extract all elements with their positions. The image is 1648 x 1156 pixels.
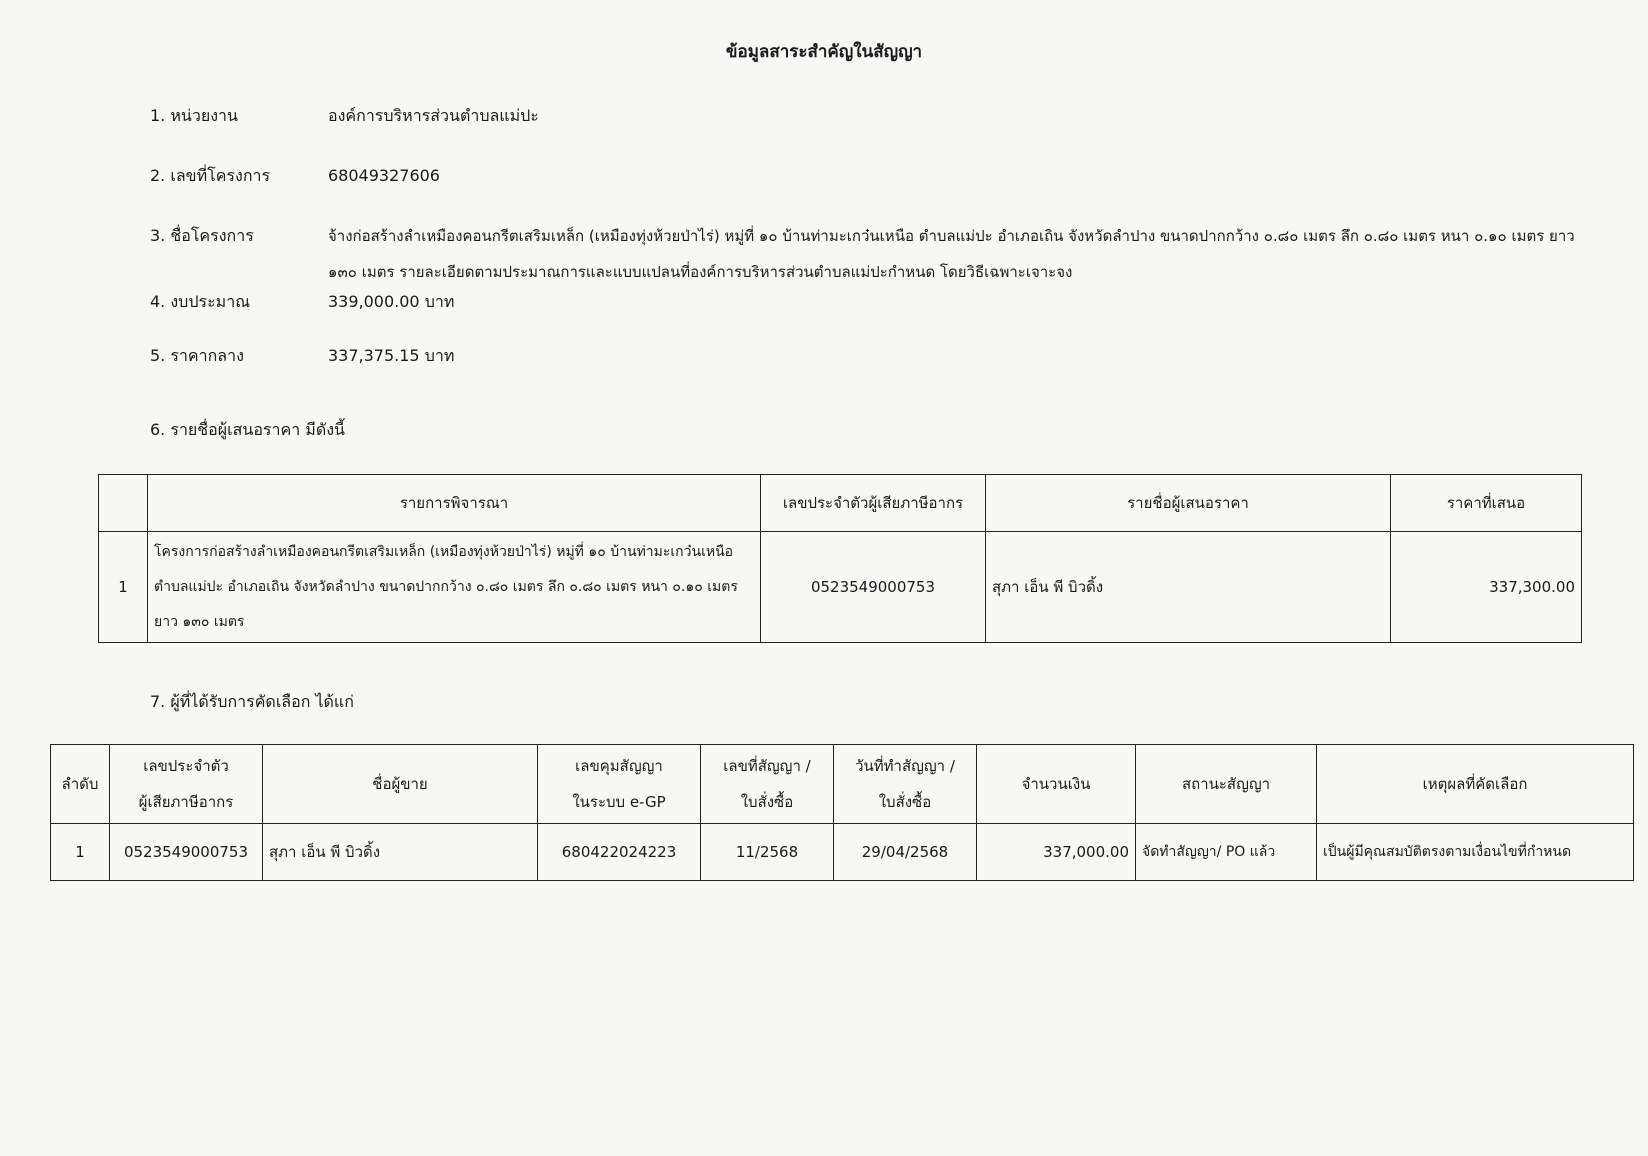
info-value: 337,375.15 บาท [328, 346, 455, 365]
cell-no: 1 [51, 824, 110, 881]
cell-no: 1 [99, 532, 148, 643]
cell-reason: เป็นผู้มีคุณสมบัติตรงตามเงื่อนไขที่กำหนด [1317, 824, 1634, 881]
header-seller: ชื่อผู้ขาย [263, 745, 538, 824]
table-row [51, 824, 1634, 881]
info-label: 4. งบประมาณ [150, 292, 251, 311]
document-title: ข้อมูลสาระสำคัญในสัญญา [725, 42, 923, 62]
info-agency [150, 104, 1608, 128]
header-egp [538, 745, 701, 824]
header-contract-date-line1: วันที่ทำสัญญา / [855, 757, 955, 775]
cell-status: จัดทำสัญญา/ PO แล้ว [1136, 824, 1317, 881]
info-label: 3. ชื่อโครงการ [150, 226, 254, 245]
header-tax-id [110, 745, 263, 824]
info-median-price [150, 344, 1608, 368]
header-tax-id-line2: ผู้เสียภาษีอากร [138, 793, 234, 811]
info-budget [150, 290, 1608, 314]
header-contract-no-line1: เลขที่สัญญา / [723, 757, 811, 775]
winners-table [50, 744, 1634, 881]
info-value: จ้างก่อสร้างลำเหมืองคอนกรีตเสริมเหล็ก (เหมืองทุ่งห้วยป่าไร่) หมู่ที่ ๑๐ บ้านท่ามะเกว๋นเหนือ ตำบลแม่ปะ อำเภอเถิน จังหวัดลำปาง ขนาดปากกว้าง ๐.๘๐ เมตร ลึก ๐.๘๐ เมตร หนา ๐.๑๐ เมตร ยาว ๑๓๐ เมตร รายละเอียดตามประมาณการและแบบแปลนที่องค์การบริหารส่วนตำบลแม่ปะกำหนด โดยวิธีเฉพาะเจาะจง [328, 227, 1575, 281]
cell-amount: 337,000.00 [977, 824, 1136, 881]
header-amount: จำนวนเงิน [977, 745, 1136, 824]
cell-contract-no: 11/2568 [701, 824, 834, 881]
bids-section-label: 6. รายชื่อผู้เสนอราคา มีดังนี้ [150, 420, 345, 439]
cell-tax-id: 0523549000753 [761, 532, 986, 643]
info-label: 2. เลขที่โครงการ [150, 166, 271, 185]
winners-section-label: 7. ผู้ที่ได้รับการคัดเลือก ได้แก่ [150, 692, 354, 711]
info-project-number [150, 164, 1608, 188]
info-project-name [150, 224, 1608, 290]
cell-egp: 680422024223 [538, 824, 701, 881]
header-status: สถานะสัญญา [1136, 745, 1317, 824]
info-label: 5. ราคากลาง [150, 346, 244, 365]
cell-seller: สุภา เอ็น พี บิวดิ้ง [263, 824, 538, 881]
info-value: องค์การบริหารส่วนตำบลแม่ปะ [328, 106, 539, 125]
header-no [99, 475, 148, 532]
header-egp-line2: ในระบบ e-GP [572, 793, 666, 811]
table-header-row [99, 475, 1582, 532]
header-price: ราคาที่เสนอ [1391, 475, 1582, 532]
table-header-row [51, 745, 1634, 824]
header-tax-id: เลขประจำตัวผู้เสียภาษีอากร [761, 475, 986, 532]
cell-price: 337,300.00 [1391, 532, 1582, 643]
header-reason: เหตุผลที่คัดเลือก [1317, 745, 1634, 824]
bids-table [98, 474, 1582, 643]
cell-tax-id: 0523549000753 [110, 824, 263, 881]
header-egp-line1: เลขคุมสัญญา [575, 757, 663, 775]
info-value: 68049327606 [328, 166, 440, 185]
table-row [99, 532, 1582, 643]
header-bidder: รายชื่อผู้เสนอราคา [986, 475, 1391, 532]
header-contract-no [701, 745, 834, 824]
cell-item: โครงการก่อสร้างลำเหมืองคอนกรีตเสริมเหล็ก (เหมืองทุ่งห้วยป่าไร่) หมู่ที่ ๑๐ บ้านท่ามะเกว๋นเหนือ ตำบลแม่ปะ อำเภอเถิน จังหวัดลำปาง ขนาดปากกว้าง ๐.๘๐ เมตร ลึก ๐.๘๐ เมตร หนา ๐.๑๐ เมตร ยาว ๑๓๐ เมตร [148, 532, 761, 643]
header-contract-date [834, 745, 977, 824]
header-no: ลำดับ [51, 745, 110, 824]
header-contract-date-line2: ใบสั่งซื้อ [878, 793, 932, 811]
cell-contract-date: 29/04/2568 [834, 824, 977, 881]
header-tax-id-line1: เลขประจำตัว [143, 757, 229, 775]
info-value: 339,000.00 บาท [328, 292, 455, 311]
cell-bidder: สุภา เอ็น พี บิวดิ้ง [986, 532, 1391, 643]
info-label: 1. หน่วยงาน [150, 106, 238, 125]
header-contract-no-line2: ใบสั่งซื้อ [740, 793, 794, 811]
header-item: รายการพิจารณา [148, 475, 761, 532]
